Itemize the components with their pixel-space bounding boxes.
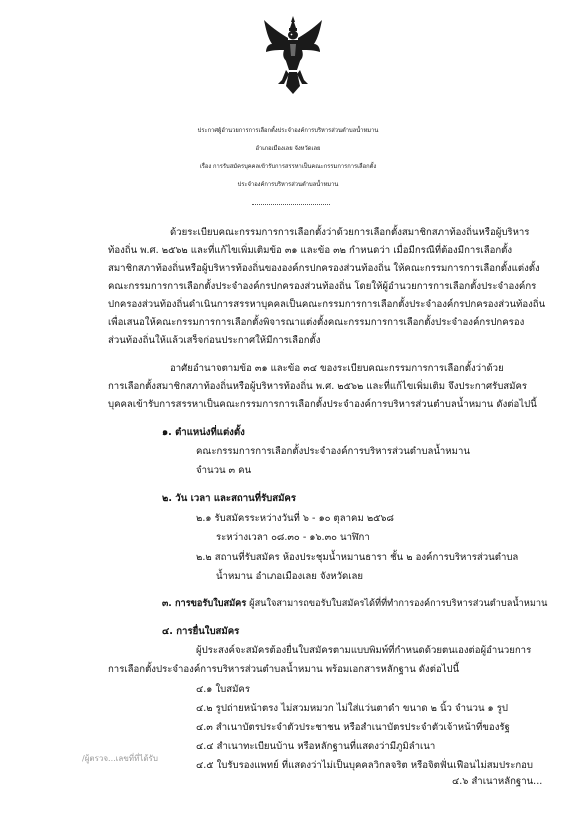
section-1-count: จำนวน ๓ คน: [196, 465, 252, 476]
document-item: ๔.๓ สำเนาบัตรประจำตัวประชาชน หรือสำเนาบัตรประจำตัวเจ้าหน้าที่ของรัฐ: [196, 722, 510, 733]
intro-line: ส่วนท้องถิ่นให้แล้วเสร็จก่อนประกาศให้มีการเลือกตั้ง: [108, 335, 321, 346]
document-item: ๔.๒ รูปถ่ายหน้าตรง ไม่สวมหมวก ไม่ใส่แว่นตาดำ ขนาด ๒ นิ้ว จำนวน ๑ รูป: [196, 703, 508, 714]
section-1-heading: ๑. ตำแหน่งที่แต่งตั้ง: [162, 427, 245, 438]
section-3-text: ผู้สนใจสามารถขอรับใบสมัครได้ที่ที่ทำการองค์การบริหารส่วนตำบลน้ำหมาน: [246, 598, 548, 609]
section-4-para: การเลือกตั้งประจำองค์การบริหารส่วนตำบลน้ำหมาน พร้อมเอกสารหลักฐาน ดังต่อไปนี้: [108, 664, 460, 675]
heading-title: ประกาศผู้อำนวยการการเลือกตั้งประจำองค์การบริหารส่วนตำบลน้ำหมาน: [197, 128, 379, 134]
section-2-item: ๒.๑ รับสมัครระหว่างวันที่ ๖ - ๑๐ ตุลาคม ๒๕๖๘: [196, 513, 394, 524]
document-item: ๔.๕ ใบรับรองแพทย์ ที่แสดงว่าไม่เป็นบุคคลวิกลจริต หรือจิตฟั่นเฟือนไม่สมประกอบ: [196, 760, 534, 771]
heading-subject-cont: ประจำองค์การบริหารส่วนตำบลน้ำหมาน: [237, 182, 339, 188]
intro-line: สมาชิกสภาท้องถิ่นหรือผู้บริหารท้องถิ่นขององค์กรปกครองส่วนท้องถิ่น ให้คณะกรรมการการเลือกตั้งแต่งตั้ง: [108, 263, 540, 274]
heading-district: อำเภอเมืองเลย จังหวัดเลย: [255, 146, 321, 152]
authority-line: อาศัยอำนาจตามข้อ ๓๑ และข้อ ๓๔ ของระเบียบคณะกรรมการการเลือกตั้งว่าด้วย: [170, 363, 504, 374]
document-item: ๔.๑ ใบสมัคร: [196, 684, 250, 695]
faded-stamp-text: /ผู้ตรวจ...เลขที่ที่ได้รับ: [82, 754, 158, 763]
garuda-emblem-icon: [262, 14, 324, 98]
section-3-heading: ๓. การขอรับใบสมัคร: [162, 598, 247, 609]
intro-line: คณะกรรมการการเลือกตั้งประจำองค์กรปกครองส่วนท้องถิ่น โดยให้ผู้อำนวยการการเลือกตั้งประจำองค์กร: [108, 281, 537, 292]
intro-line: ด้วยระเบียบคณะกรรมการการเลือกตั้งว่าด้วยการเลือกตั้งสมาชิกสภาท้องถิ่นหรือผู้บริหาร: [170, 227, 530, 238]
continuation-text: ๔.๖ สำเนาหลักฐาน...: [452, 776, 543, 787]
authority-line: บุคคลเข้ารับการสรรหาเป็นคณะกรรมการการเลือกตั้งประจำองค์การบริหารส่วนตำบลน้ำหมาน ดังต่อไปนี้: [108, 399, 537, 410]
intro-line: เพื่อเสนอให้คณะกรรมการการเลือกตั้งพิจารณาแต่งตั้งคณะกรรมการการเลือกตั้งประจำองค์กรปกครอง: [108, 317, 525, 328]
section-1-text: คณะกรรมการการเลือกตั้งประจำองค์การบริหารส่วนตำบลน้ำหมาน: [196, 446, 470, 457]
section-3-line: [162, 598, 547, 610]
dotted-separator: [252, 204, 330, 205]
section-2-item: ๒.๒ สถานที่รับสมัคร ห้องประชุมน้ำหมานธารา ชั้น ๒ องค์การบริหารส่วนตำบล: [196, 552, 519, 563]
section-4-para: ผู้ประสงค์จะสมัครต้องยื่นใบสมัครตามแบบพิมพ์ที่กำหนดด้วยตนเองต่อผู้อำนวยการ: [196, 645, 532, 656]
document-item: ๔.๔ สำเนาทะเบียนบ้าน หรือหลักฐานที่แสดงว่ามีภูมิลำเนา: [196, 741, 436, 752]
intro-line: ปกครองส่วนท้องถิ่นดำเนินการสรรหาบุคคลเป็นคณะกรรมการการเลือกตั้งประจำองค์กรปกครองส่วนท้องถิ่น: [108, 299, 546, 310]
intro-line: ท้องถิ่น พ.ศ. ๒๕๖๒ และที่แก้ไขเพิ่มเติมข้อ ๓๑ และข้อ ๓๒ กำหนดว่า เมื่อมีกรณีที่ต้องมีการเลือกตั้ง: [108, 245, 513, 256]
heading-subject: เรื่อง การรับสมัครบุคคลเข้ารับการสรรหาเป็นคณะกรรมการการเลือกตั้ง: [199, 164, 377, 170]
section-2-item: น้ำหมาน อำเภอเมืองเลย จังหวัดเลย: [216, 571, 364, 582]
authority-line: การเลือกตั้งสมาชิกสภาท้องถิ่นหรือผู้บริหารท้องถิ่น พ.ศ. ๒๕๖๒ และที่แก้ไขเพิ่มเติม จึงประกาศรับสมัคร: [108, 381, 528, 392]
section-2-heading: ๒. วัน เวลา และสถานที่รับสมัคร: [162, 493, 297, 504]
section-4-heading: ๔. การยื่นใบสมัคร: [162, 626, 240, 637]
section-2-item: ระหว่างเวลา ๐๘.๓๐ - ๑๖.๓๐ นาฬิกา: [216, 532, 370, 543]
